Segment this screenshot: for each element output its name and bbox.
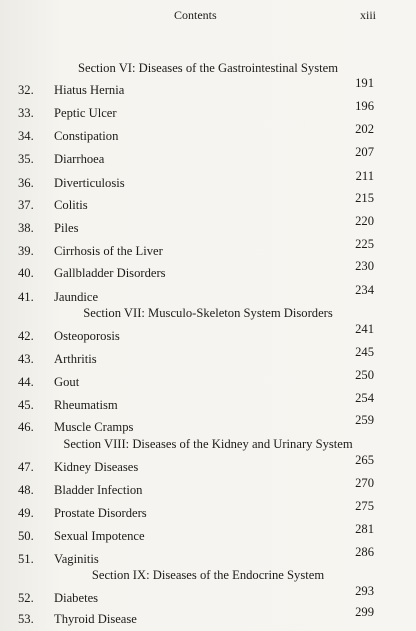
toc-entry: 32. Hiatus Hernia 191	[18, 76, 374, 97]
toc-entry: 34. Constipation 202	[18, 122, 374, 143]
toc-entry: 51. Vaginitis 286	[18, 545, 374, 566]
toc-entry: 41. Jaundice 234	[18, 283, 374, 304]
toc-entry: 39. Cirrhosis of the Liver 225	[18, 237, 374, 258]
page-title: Contents	[174, 8, 217, 22]
toc-entry: 37. Colitis 215	[18, 191, 374, 212]
section-title: Section IX: Diseases of the Endocrine System	[91, 568, 325, 582]
toc-entry: 42. Osteoporosis 241	[18, 322, 374, 343]
toc-entry: 33. Peptic Ulcer 196	[18, 99, 374, 120]
toc-entry: 50. Sexual Impotence 281	[18, 522, 374, 543]
section-title: Section VII: Musculo-Skeleton System Disorders	[83, 306, 333, 320]
section-title: Section VI: Diseases of the Gastrointestinal System	[78, 61, 338, 75]
page-header	[0, 8, 416, 28]
toc-entry: 47. Kidney Diseases 265	[18, 453, 374, 474]
toc-entry: 40. Gallbladder Disorders 230	[18, 259, 374, 280]
toc-entry: 48. Bladder Infection 270	[18, 476, 374, 497]
toc-entry: 43. Arthritis 245	[18, 345, 374, 366]
toc-entry: 38. Piles 220	[18, 214, 374, 235]
toc-entry: 49. Prostate Disorders 275	[18, 499, 374, 520]
toc-entry: 46. Muscle Cramps 259	[18, 413, 374, 434]
toc-entry: 44. Gout 250	[18, 368, 374, 389]
toc-entry: 52. Diabetes 293	[18, 584, 374, 605]
toc-entry: 53. Thyroid Disease 299	[18, 605, 374, 626]
section-title: Section VIII: Diseases of the Kidney and Urinary System	[63, 437, 353, 451]
page-number: xiii	[359, 8, 376, 22]
toc-entry: 35. Diarrhoea 207	[18, 145, 374, 166]
toc-entry: 45. Rheumatism 254	[18, 391, 374, 412]
toc-entry: 36. Diverticulosis 211	[18, 169, 374, 190]
